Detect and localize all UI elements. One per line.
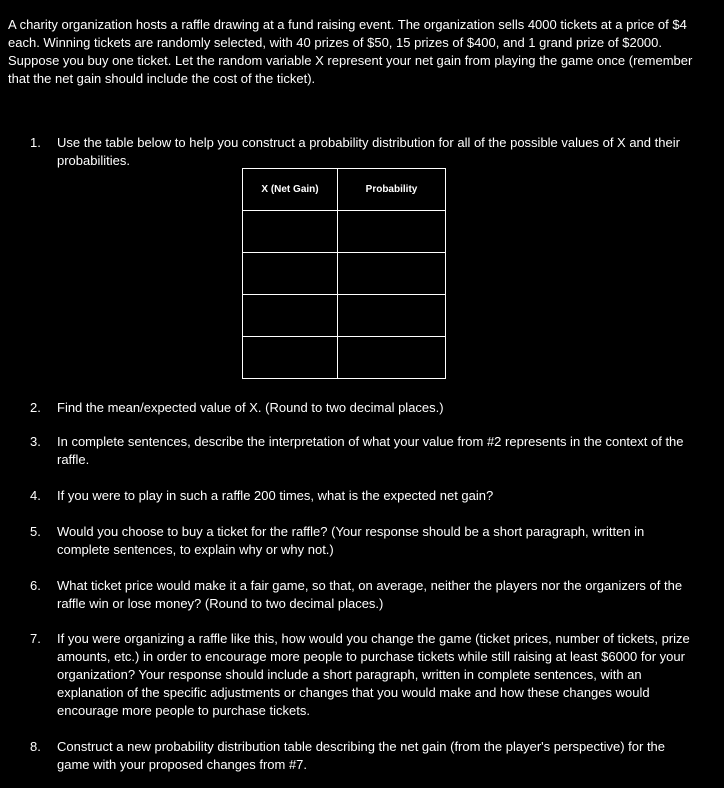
question-number: 7. (30, 631, 41, 646)
header-probability: Probability (338, 169, 446, 211)
table-cell-probability[interactable] (338, 337, 446, 379)
question-text: Construct a new probability distribution table describing the net gain (from the player's perspective) for the game with your proposed changes from #7. (57, 739, 666, 772)
question-text: If you were organizing a raffle like this, how would you change the game (ticket prices, number of tickets, prize amounts, etc.) in order to encourage more people to purchase tickets while still raising at least $6000 for your organization? Your response should include a short paragraph, written in complete sentences, with an explanation of the specific adjustments or changes that you would make and how these changes would encourage more people to purchase tickets. (57, 631, 690, 718)
question-6 (30, 577, 690, 613)
intro-section (8, 16, 708, 88)
question-number: 4. (30, 488, 41, 503)
question-7 (30, 630, 690, 720)
table-cell-x[interactable] (243, 253, 338, 295)
question-2 (30, 399, 690, 417)
question-text: If you were to play in such a raffle 200 times, what is the expected net gain? (57, 488, 494, 503)
question-text: In complete sentences, describe the interpretation of what your value from #2 represents in the context of the raffle. (57, 434, 684, 467)
table-row (243, 253, 446, 295)
table-row (243, 295, 446, 337)
question-4 (30, 487, 690, 505)
table-cell-probability[interactable] (338, 295, 446, 337)
table-cell-x[interactable] (243, 337, 338, 379)
probability-table (242, 168, 446, 379)
question-3 (30, 433, 690, 469)
question-number: 6. (30, 578, 41, 593)
question-number: 3. (30, 434, 41, 449)
table-cell-x[interactable] (243, 211, 338, 253)
table-header-row (243, 169, 446, 211)
table-cell-probability[interactable] (338, 253, 446, 295)
question-text: Use the table below to help you construct a probability distribution for all of the possible values of X and their probabilities. (57, 135, 680, 168)
question-number: 2. (30, 400, 41, 415)
intro-paragraph-1: A charity organization hosts a raffle drawing at a fund raising event. The organization sells 4000 tickets at a price of $4 each. Winning tickets are randomly selected, with 40 prizes of $50, 15 prizes of $400, and 1 grand prize of $2000. (8, 17, 687, 50)
question-5 (30, 523, 690, 559)
question-1 (30, 134, 690, 170)
table-cell-probability[interactable] (338, 211, 446, 253)
question-text: Would you choose to buy a ticket for the raffle? (Your response should be a short paragraph, written in complete sentences, to explain why or why not.) (57, 524, 645, 557)
question-text: Find the mean/expected value of X. (Round to two decimal places.) (57, 400, 444, 415)
question-number: 5. (30, 524, 41, 539)
table-row (243, 337, 446, 379)
question-number: 1. (30, 135, 41, 150)
question-text: What ticket price would make it a fair game, so that, on average, neither the players nor the organizers of the raffle win or lose money? (Round to two decimal places.) (57, 578, 683, 611)
table-cell-x[interactable] (243, 295, 338, 337)
intro-paragraph-2: Suppose you buy one ticket. Let the random variable X represent your net gain from playing the game once (remember that the net gain should include the cost of the ticket). (8, 53, 693, 86)
header-net-gain: X (Net Gain) (243, 169, 338, 211)
question-8 (30, 738, 690, 774)
table-row (243, 211, 446, 253)
question-number: 8. (30, 739, 41, 754)
